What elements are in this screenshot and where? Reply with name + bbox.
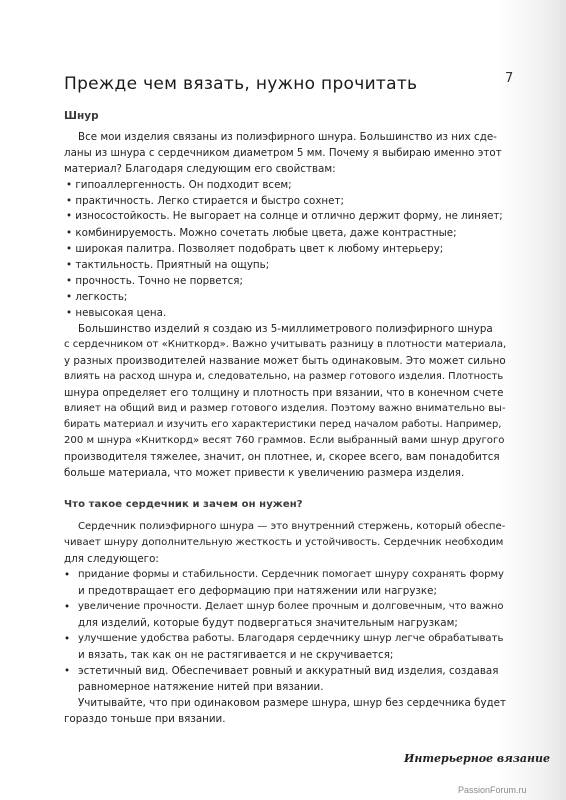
list-item: • гипоаллергенность. Он подходит всем;	[66, 179, 292, 191]
list-item: придание формы и стабильности. Сердечник помогает шнуру сохранять форму	[78, 569, 504, 580]
list-item: • практичность. Легко стирается и быстро сохнет;	[66, 195, 344, 207]
paragraph-line: влияет на общий вид и размер готового изделия. Поэтому важно внимательно вы-	[64, 403, 506, 414]
paragraph-line: чивает шнуру дополнительную жесткость и устойчивость. Сердечник необходим	[64, 537, 504, 548]
bullet-marker: •	[64, 665, 71, 677]
paragraph-line: у разных производителей название может быть одинаковым. Это может сильно	[64, 355, 506, 367]
list-item: для изделий, которые будут подвергаться значительным нагрузкам;	[78, 617, 458, 629]
paragraph-line: для следующего:	[64, 553, 159, 565]
bullet-marker: •	[64, 569, 71, 581]
paragraph-line: влиять на расход шнура и, следовательно, на размер готового изделия. Плотность	[64, 371, 504, 382]
list-item: увеличение прочности. Делает шнур более прочным и долговечным, что важно	[78, 601, 504, 612]
chapter-title: Прежде чем вязать, нужно прочитать	[64, 74, 418, 94]
list-item: • износостойкость. Не выгорает на солнце и отлично держит форму, не линяет;	[66, 211, 503, 222]
list-item: равномерное натяжение нитей при вязании.	[78, 681, 324, 693]
watermark: PassionForum.ru	[458, 785, 527, 795]
list-item: улучшение удобства работы. Благодаря сердечнику шнур легче обрабатывать	[78, 633, 504, 644]
paragraph-line: материал? Благодаря следующим его свойствам:	[64, 163, 336, 175]
bullet-marker: •	[64, 633, 71, 645]
list-item: • тактильность. Приятный на ощупь;	[66, 259, 270, 271]
paragraph-line: производителя тяжелее, значит, он плотнее, и, скорее всего, вам понадобится	[64, 451, 500, 463]
paragraph-line: 200 м шнура «Книткорд» весят 760 граммов. Если выбранный вами шнур другого	[64, 435, 505, 446]
paragraph-line: Учитывайте, что при одинаковом размере шнура, шнур без сердечника будет	[78, 697, 506, 709]
paragraph-line: шнура определяет его толщину и плотность при вязании, что в конечном счете	[64, 387, 504, 399]
paragraph-line: с сердечником от «Книткорд». Важно учитывать разницу в плотности материала,	[64, 339, 507, 350]
paragraph-line: Сердечник полиэфирного шнура — это внутренний стержень, который обеспе-	[78, 521, 506, 532]
paragraph-line: Большинство изделий я создаю из 5-миллиметрового полиэфирного шнура	[78, 323, 493, 335]
bullet-marker: •	[64, 601, 71, 613]
paragraph-line: бирать материал и изучить его характеристики перед началом работы. Например,	[64, 419, 502, 430]
list-item: • комбинируемость. Можно сочетать любые цвета, даже контрастные;	[66, 227, 457, 239]
list-item: эстетичный вид. Обеспечивает ровный и аккуратный вид изделия, создавая	[78, 665, 499, 677]
list-item: • прочность. Точно не порвется;	[66, 275, 243, 287]
paragraph-line: гораздо тоньше при вязании.	[64, 713, 226, 725]
book-title-footer: Интерьерное вязание	[404, 752, 551, 765]
paragraph-line: ланы из шнура с сердечником диаметром 5 мм. Почему я выбираю именно этот	[64, 147, 502, 159]
list-item: • легкость;	[66, 291, 128, 303]
section-heading-cord: Шнур	[64, 110, 99, 122]
paragraph-line: Все мои изделия связаны из полиэфирного шнура. Большинство из них сде-	[78, 131, 497, 143]
section-heading-core: Что такое сердечник и зачем он нужен?	[64, 499, 303, 510]
list-item: • невысокая цена.	[66, 307, 167, 319]
list-item: и предотвращает его деформацию при натяжении или нагрузке;	[78, 585, 437, 597]
list-item: и вязать, так как он не растягивается и не скручивается;	[78, 649, 394, 661]
list-item: • широкая палитра. Позволяет подобрать цвет к любому интерьеру;	[66, 243, 444, 255]
paragraph-line: больше материала, что может привести к увеличению размера изделия.	[64, 467, 465, 479]
page-number: 7	[505, 71, 514, 86]
